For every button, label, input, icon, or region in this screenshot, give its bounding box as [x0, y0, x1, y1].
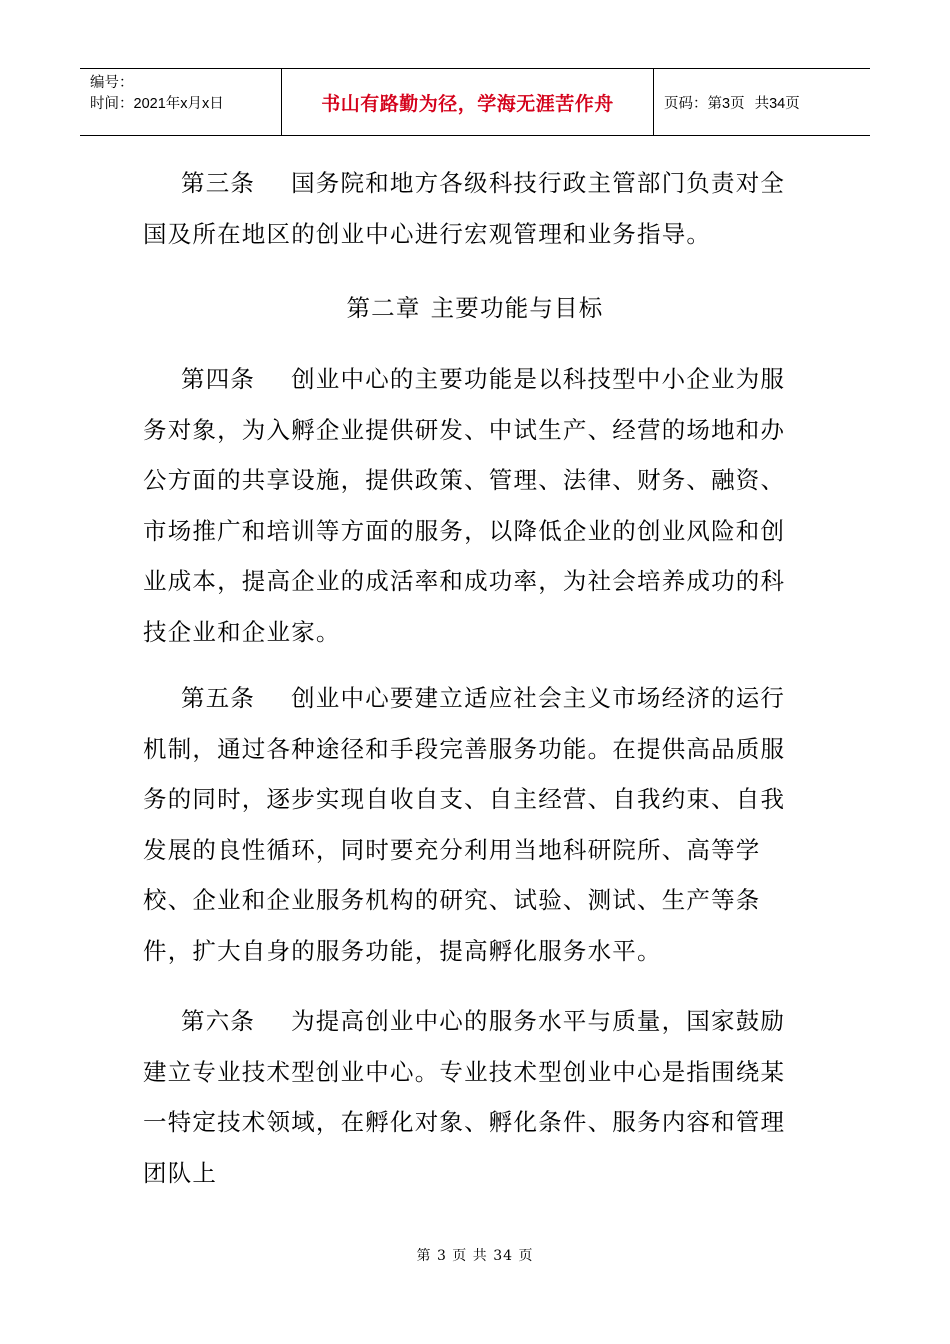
chapter-title: 主要功能与目标 [430, 294, 604, 322]
article-label: 第三条 [181, 169, 256, 197]
header-page-total: 共34页 [754, 95, 800, 112]
article-3 [143, 158, 799, 259]
page-footer: 第 3 页 共 34 页 [416, 1248, 534, 1264]
article-label: 第五条 [181, 684, 256, 712]
article-text: 国务院和地方各级科技行政主管部门负责对全国及所在地区的创业中心进行宏观管理和业务指导。 [143, 169, 786, 248]
chapter-heading [0, 283, 950, 333]
page-header [80, 68, 870, 136]
header-meta [80, 69, 282, 135]
article-label: 第六条 [181, 1007, 256, 1035]
article-4 [143, 354, 799, 657]
article-text: 创业中心要建立适应社会主义市场经济的运行机制，通过各种途径和手段完善服务功能。在提供高品质服务的同时，逐步实现自收自支、自主经营、自我约束、自我发展的良性循环，同时要充分利用当地科研院所、高等学校、企业和企业服务机构的研究、试验、测试、生产等条件，扩大自身的服务功能，提高孵化服务水平。 [143, 684, 786, 965]
article-text: 为提高创业中心的服务水平与质量，国家鼓励建立专业技术型创业中心。专业技术型创业中心是指围绕某一特定技术领域，在孵化对象、孵化条件、服务内容和管理团队上 [143, 1007, 786, 1187]
header-page-info [654, 69, 870, 135]
article-label: 第四条 [181, 365, 256, 393]
document-number-label: 编号： [90, 75, 134, 91]
header-motto: 书山有路勤为径，学海无涯苦作舟 [282, 69, 654, 135]
article-5 [143, 673, 799, 976]
header-page-number: 页码：第3页 [664, 95, 745, 112]
chapter-number: 第二章 [346, 294, 421, 322]
article-6 [143, 996, 799, 1198]
article-text: 创业中心的主要功能是以科技型中小企业为服务对象，为入孵企业提供研发、中试生产、经营的场地和办公方面的共享设施，提供政策、管理、法律、财务、融资、市场推广和培训等方面的服务，以降低企业的创业风险和创业成本，提高企业的成活率和成功率，为社会培养成功的科技企业和企业家。 [143, 365, 786, 646]
document-time: 时间：2021年x月x日 [90, 96, 224, 112]
